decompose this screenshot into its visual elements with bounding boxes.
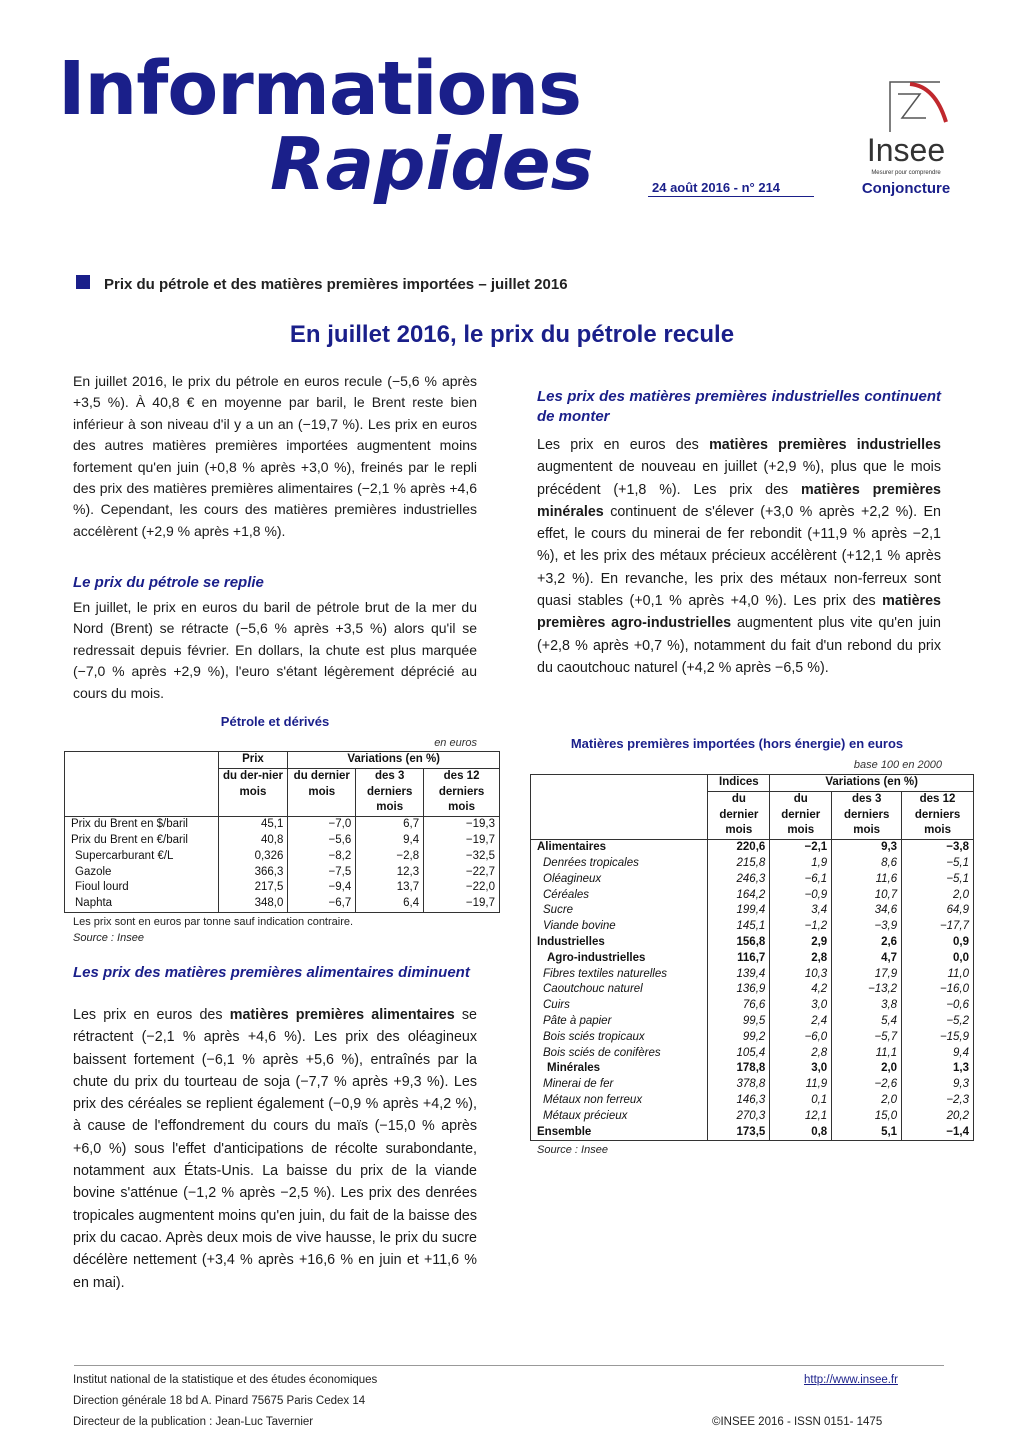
row-label: Minerai de fer <box>543 1078 614 1091</box>
table-row <box>65 849 500 865</box>
table2-header-indices: Indices <box>708 775 770 792</box>
row-value: −17,7 <box>902 919 974 935</box>
table-row <box>531 1093 974 1109</box>
row-label: Cuirs <box>543 999 570 1012</box>
row-value: 0,8 <box>770 1125 832 1141</box>
series-title: Prix du pétrole et des matières premières importées – juillet 2016 <box>104 276 568 293</box>
row-value: −7,0 <box>288 817 356 833</box>
table1-caption: Pétrole et dérivés <box>220 714 330 729</box>
row-value: 0,9 <box>902 935 974 951</box>
row-value: 40,8 <box>218 833 288 849</box>
row-value: −1,2 <box>770 919 832 935</box>
table-row <box>531 1077 974 1093</box>
row-value: 146,3 <box>708 1093 770 1109</box>
row-value: −3,9 <box>832 919 902 935</box>
issue-underline <box>648 196 814 197</box>
row-label: Gazole <box>75 865 112 878</box>
table-row <box>531 1014 974 1030</box>
table2-col-header: du dernier mois <box>770 791 832 839</box>
row-value: −6,1 <box>770 872 832 888</box>
row-value: −1,4 <box>902 1125 974 1141</box>
table2-unit: base 100 en 2000 <box>853 759 942 771</box>
row-value: 2,0 <box>832 1061 902 1077</box>
row-value: 3,0 <box>770 1061 832 1077</box>
row-value: 2,4 <box>770 1014 832 1030</box>
table-row <box>531 1125 974 1141</box>
row-label: Prix du Brent en $/baril <box>71 818 188 831</box>
row-label: Bois sciés tropicaux <box>543 1030 645 1043</box>
row-value: 3,0 <box>770 998 832 1014</box>
table-row <box>531 1109 974 1125</box>
table2-container <box>530 774 974 1141</box>
row-value: −5,1 <box>902 856 974 872</box>
row-value: 178,8 <box>708 1061 770 1077</box>
row-value: −19,7 <box>424 833 500 849</box>
row-label: Minérales <box>547 1062 601 1075</box>
row-value: 4,2 <box>770 982 832 998</box>
row-value: −6,7 <box>288 896 356 912</box>
table-row <box>65 833 500 849</box>
row-value: −0,9 <box>770 888 832 904</box>
row-label: Pâte à papier <box>543 1014 612 1027</box>
row-value: 11,6 <box>832 872 902 888</box>
row-value: −3,8 <box>902 840 974 856</box>
row-value: 11,1 <box>832 1046 902 1062</box>
row-value: 76,6 <box>708 998 770 1014</box>
row-value: 136,9 <box>708 982 770 998</box>
row-value: −5,6 <box>288 833 356 849</box>
footer-institute: Institut national de la statistique et des études économiques <box>73 1374 378 1386</box>
row-value: 156,8 <box>708 935 770 951</box>
row-value: 34,6 <box>832 903 902 919</box>
row-value: 64,9 <box>902 903 974 919</box>
table1-col-header: du der-nier mois <box>218 768 288 816</box>
table-row <box>65 880 500 896</box>
row-value: 164,2 <box>708 888 770 904</box>
row-value: 116,7 <box>708 951 770 967</box>
insee-logo-mark-icon <box>880 72 950 134</box>
row-label: Viande bovine <box>543 920 616 933</box>
row-value: −5,2 <box>902 1014 974 1030</box>
footer-address: Direction générale 18 bd A. Pinard 75675 Paris Cedex 14 <box>73 1395 366 1407</box>
table-row <box>531 1061 974 1077</box>
row-value: 9,4 <box>356 833 424 849</box>
table-row <box>531 998 974 1014</box>
row-value: 105,4 <box>708 1046 770 1062</box>
row-value: −9,4 <box>288 880 356 896</box>
row-value: 3,4 <box>770 903 832 919</box>
food-paragraph: Les prix en euros des matières premières alimentaires se rétractent (−2,1 % après +4,6 %). Les prix des oléagineux baissent fortement (−6,1 % après +5,6 %), entraînés par la chute du prix du tourteau de soja (−7,7 % après +9,3 %). Les prix des céréales se replient également (−0,9 % après +4,2 %), à cause de l'effondrement du cours du maïs (−15,0 % après +6,0 %) sous l'effet d'anticipations de récolte surabondante, notamment aux États-Unis. La baisse du prix de la viande bovine s'atténue (−1,2 % après −2,5 %). Les prix des denrées tropicales augmentent moins qu'en juin, du fait de la baisse des prix du cacao. Après deux mois de vive hausse, le prix du sucre décélère nettement (+3,4 % après +16,6 % en juin et +11,6 % en mai). <box>73 1007 478 1291</box>
row-value: 173,5 <box>708 1125 770 1141</box>
table-row <box>531 982 974 998</box>
table-matieres-premieres <box>530 774 974 1141</box>
row-label: Fioul lourd <box>75 881 129 894</box>
row-value: −15,9 <box>902 1030 974 1046</box>
row-value: 215,8 <box>708 856 770 872</box>
table1-unit: en euros <box>434 737 477 749</box>
row-value: −32,5 <box>424 849 500 865</box>
masthead-title-informations: Informations <box>58 46 582 132</box>
row-value: 10,7 <box>832 888 902 904</box>
table-row <box>65 896 500 912</box>
row-value: 99,5 <box>708 1014 770 1030</box>
row-value: −2,3 <box>902 1093 974 1109</box>
row-value: 15,0 <box>832 1109 902 1125</box>
row-value: 2,9 <box>770 935 832 951</box>
table-row <box>531 1030 974 1046</box>
insee-logo <box>856 72 956 202</box>
row-value: −13,2 <box>832 982 902 998</box>
row-value: −22,0 <box>424 880 500 896</box>
row-value: 3,8 <box>832 998 902 1014</box>
table-row <box>531 1046 974 1062</box>
row-label: Métaux précieux <box>543 1109 628 1122</box>
logo-wordmark: Insee <box>866 132 946 168</box>
row-value: −7,5 <box>288 865 356 881</box>
table-row <box>65 865 500 881</box>
table2-header-variations: Variations (en %) <box>770 775 974 792</box>
row-value: −16,0 <box>902 982 974 998</box>
row-label: Naphta <box>75 897 113 910</box>
table-row <box>531 872 974 888</box>
table1-source: Source : Insee <box>73 932 144 944</box>
row-value: 13,7 <box>356 880 424 896</box>
row-value: 5,4 <box>832 1014 902 1030</box>
row-value: 0,0 <box>902 951 974 967</box>
row-label: Oléagineux <box>543 872 602 885</box>
heading-food: Les prix des matières premières alimentaires diminuent <box>73 964 470 981</box>
row-label: Métaux non ferreux <box>543 1093 643 1106</box>
footer-divider <box>74 1365 944 1366</box>
row-value: −19,7 <box>424 896 500 912</box>
row-value: 9,3 <box>902 1077 974 1093</box>
footer-director: Directeur de la publication : Jean-Luc Tavernier <box>73 1416 314 1428</box>
table1-col-header: des 12 derniers mois <box>424 768 500 816</box>
row-value: −2,6 <box>832 1077 902 1093</box>
heading-oil: Le prix du pétrole se replie <box>73 574 264 591</box>
row-value: 4,7 <box>832 951 902 967</box>
table-row <box>531 935 974 951</box>
row-label: Supercarburant €/L <box>75 849 174 862</box>
table-row <box>531 888 974 904</box>
intro-paragraph: En juillet 2016, le prix du pétrole en euros recule (−5,6 % après +3,5 %). À 40,8 € en moyenne par baril, le Brent reste bien inférieur à son niveau d'il y a un an (−19,7 %). Les prix en euros des autres matières premières importées augmentent moins fortement qu'en juin (+0,8 % après +3,0 %), freinés par le repli des prix des matières premières alimentaires (−2,1 % après +4,6 %). Cependant, les cours des matières premières industrielles accélèrent (+2,9 % après +1,8 %). <box>73 373 477 539</box>
footer-copyright: ©INSEE 2016 - ISSN 0151- 1475 <box>712 1416 883 1428</box>
row-value: 6,7 <box>356 817 424 833</box>
row-value: 366,3 <box>218 865 288 881</box>
table-row <box>531 840 974 856</box>
row-value: −6,0 <box>770 1030 832 1046</box>
table1-col-header: des 3 derniers mois <box>356 768 424 816</box>
row-value: 11,9 <box>770 1077 832 1093</box>
row-value: −5,7 <box>832 1030 902 1046</box>
row-value: 45,1 <box>218 817 288 833</box>
row-value: −5,1 <box>902 872 974 888</box>
row-label: Ensemble <box>537 1125 592 1138</box>
row-value: 9,3 <box>832 840 902 856</box>
row-label: Caoutchouc naturel <box>543 983 643 996</box>
table2-body <box>531 840 974 1141</box>
heading-industrial: Les prix des matières premières industrielles continuent de monter <box>537 388 941 425</box>
row-value: 1,9 <box>770 856 832 872</box>
row-label: Prix du Brent en €/baril <box>71 833 188 846</box>
logo-section: Conjoncture <box>861 180 951 197</box>
row-value: 145,1 <box>708 919 770 935</box>
row-label: Denrées tropicales <box>543 856 639 869</box>
row-value: 0,1 <box>770 1093 832 1109</box>
masthead-title-rapides: Rapides <box>270 122 594 206</box>
row-value: 9,4 <box>902 1046 974 1062</box>
row-value: 11,0 <box>902 967 974 983</box>
table-row <box>531 967 974 983</box>
table2-caption: Matières premières importées (hors énergie) en euros <box>570 736 904 751</box>
logo-tagline: Mesurer pour comprendre <box>871 170 941 176</box>
table1-header-variations: Variations (en %) <box>288 752 500 769</box>
row-value: 12,3 <box>356 865 424 881</box>
row-value: 12,1 <box>770 1109 832 1125</box>
table-row <box>531 856 974 872</box>
table2-source: Source : Insee <box>537 1144 608 1156</box>
footer-website-link[interactable]: http://www.insee.fr <box>804 1374 898 1386</box>
row-value: −2,8 <box>356 849 424 865</box>
row-value: 10,3 <box>770 967 832 983</box>
headline: En juillet 2016, le prix du pétrole recule <box>289 321 735 348</box>
table-row <box>65 817 500 833</box>
row-value: 246,3 <box>708 872 770 888</box>
row-value: −2,1 <box>770 840 832 856</box>
table-row <box>531 903 974 919</box>
row-label: Fibres textiles naturelles <box>543 967 667 980</box>
row-label: Céréales <box>543 888 590 901</box>
row-value: 2,0 <box>902 888 974 904</box>
row-value: 99,2 <box>708 1030 770 1046</box>
oil-paragraph: En juillet, le prix en euros du baril de pétrole brut de la mer du Nord (Brent) se rétracte (−5,6 % après +3,5 %) alors qu'il se redressait depuis février. En dollars, la chute est plus marquée (−7,0 % après +2,9 %), l'euro s'étant légèrement déprécié au cours du mois. <box>73 599 477 701</box>
row-value: 199,4 <box>708 903 770 919</box>
row-value: 17,9 <box>832 967 902 983</box>
row-value: 348,0 <box>218 896 288 912</box>
series-bullet-icon <box>76 275 90 289</box>
row-value: 2,0 <box>832 1093 902 1109</box>
table1-container <box>64 751 500 913</box>
row-value: 270,3 <box>708 1109 770 1125</box>
row-value: −22,7 <box>424 865 500 881</box>
row-value: 0,326 <box>218 849 288 865</box>
row-value: −19,3 <box>424 817 500 833</box>
row-value: 2,8 <box>770 951 832 967</box>
table2-col-header: du dernier mois <box>708 791 770 839</box>
table1-body <box>65 817 500 913</box>
row-value: 1,3 <box>902 1061 974 1077</box>
row-value: −0,6 <box>902 998 974 1014</box>
row-value: 139,4 <box>708 967 770 983</box>
row-value: 8,6 <box>832 856 902 872</box>
table1-col-header: du dernier mois <box>288 768 356 816</box>
row-value: 2,8 <box>770 1046 832 1062</box>
row-value: 6,4 <box>356 896 424 912</box>
row-label: Sucre <box>543 904 574 917</box>
row-label: Bois sciés de conifères <box>543 1046 661 1059</box>
table2-col-header: des 12 derniers mois <box>902 791 974 839</box>
row-value: 2,6 <box>832 935 902 951</box>
row-label: Alimentaires <box>537 841 607 854</box>
issue-date: 24 août 2016 - n° 214 <box>652 180 781 195</box>
industrial-paragraph: Les prix en euros des matières premières industrielles augmentent de nouveau en juillet (+2,9 %), plus que le mois précédent (+1,8 %). Les prix des matières premières minérales continuent de s'élever (+3,0 % après +2,2 %). En effet, le cours du minerai de fer rebondit (+11,9 % après −2,1 %), et les prix des métaux précieux accélèrent (+12,1 % après +3,2 %). En revanche, les prix des métaux non-ferreux sont quasi stables (+0,1 % après +4,0 %). Les prix des matières premières agro-industrielles augmentent plus vite qu'en juin (+2,8 % après +0,7 %), notamment du fait d'un rebond du prix du caoutchouc naturel (+4,2 % après −6,5 %). <box>537 437 941 676</box>
table1-note: Les prix sont en euros par tonne sauf indication contraire. <box>73 916 354 928</box>
table1-header-prix: Prix <box>218 752 288 769</box>
row-value: 220,6 <box>708 840 770 856</box>
table-row <box>531 919 974 935</box>
table2-col-header: des 3 derniers mois <box>832 791 902 839</box>
row-label: Agro-industrielles <box>547 951 646 964</box>
table-row <box>531 951 974 967</box>
row-value: 217,5 <box>218 880 288 896</box>
table-petrole <box>64 751 500 913</box>
row-value: −8,2 <box>288 849 356 865</box>
row-label: Industrielles <box>537 935 605 948</box>
row-value: 20,2 <box>902 1109 974 1125</box>
row-value: 5,1 <box>832 1125 902 1141</box>
row-value: 378,8 <box>708 1077 770 1093</box>
